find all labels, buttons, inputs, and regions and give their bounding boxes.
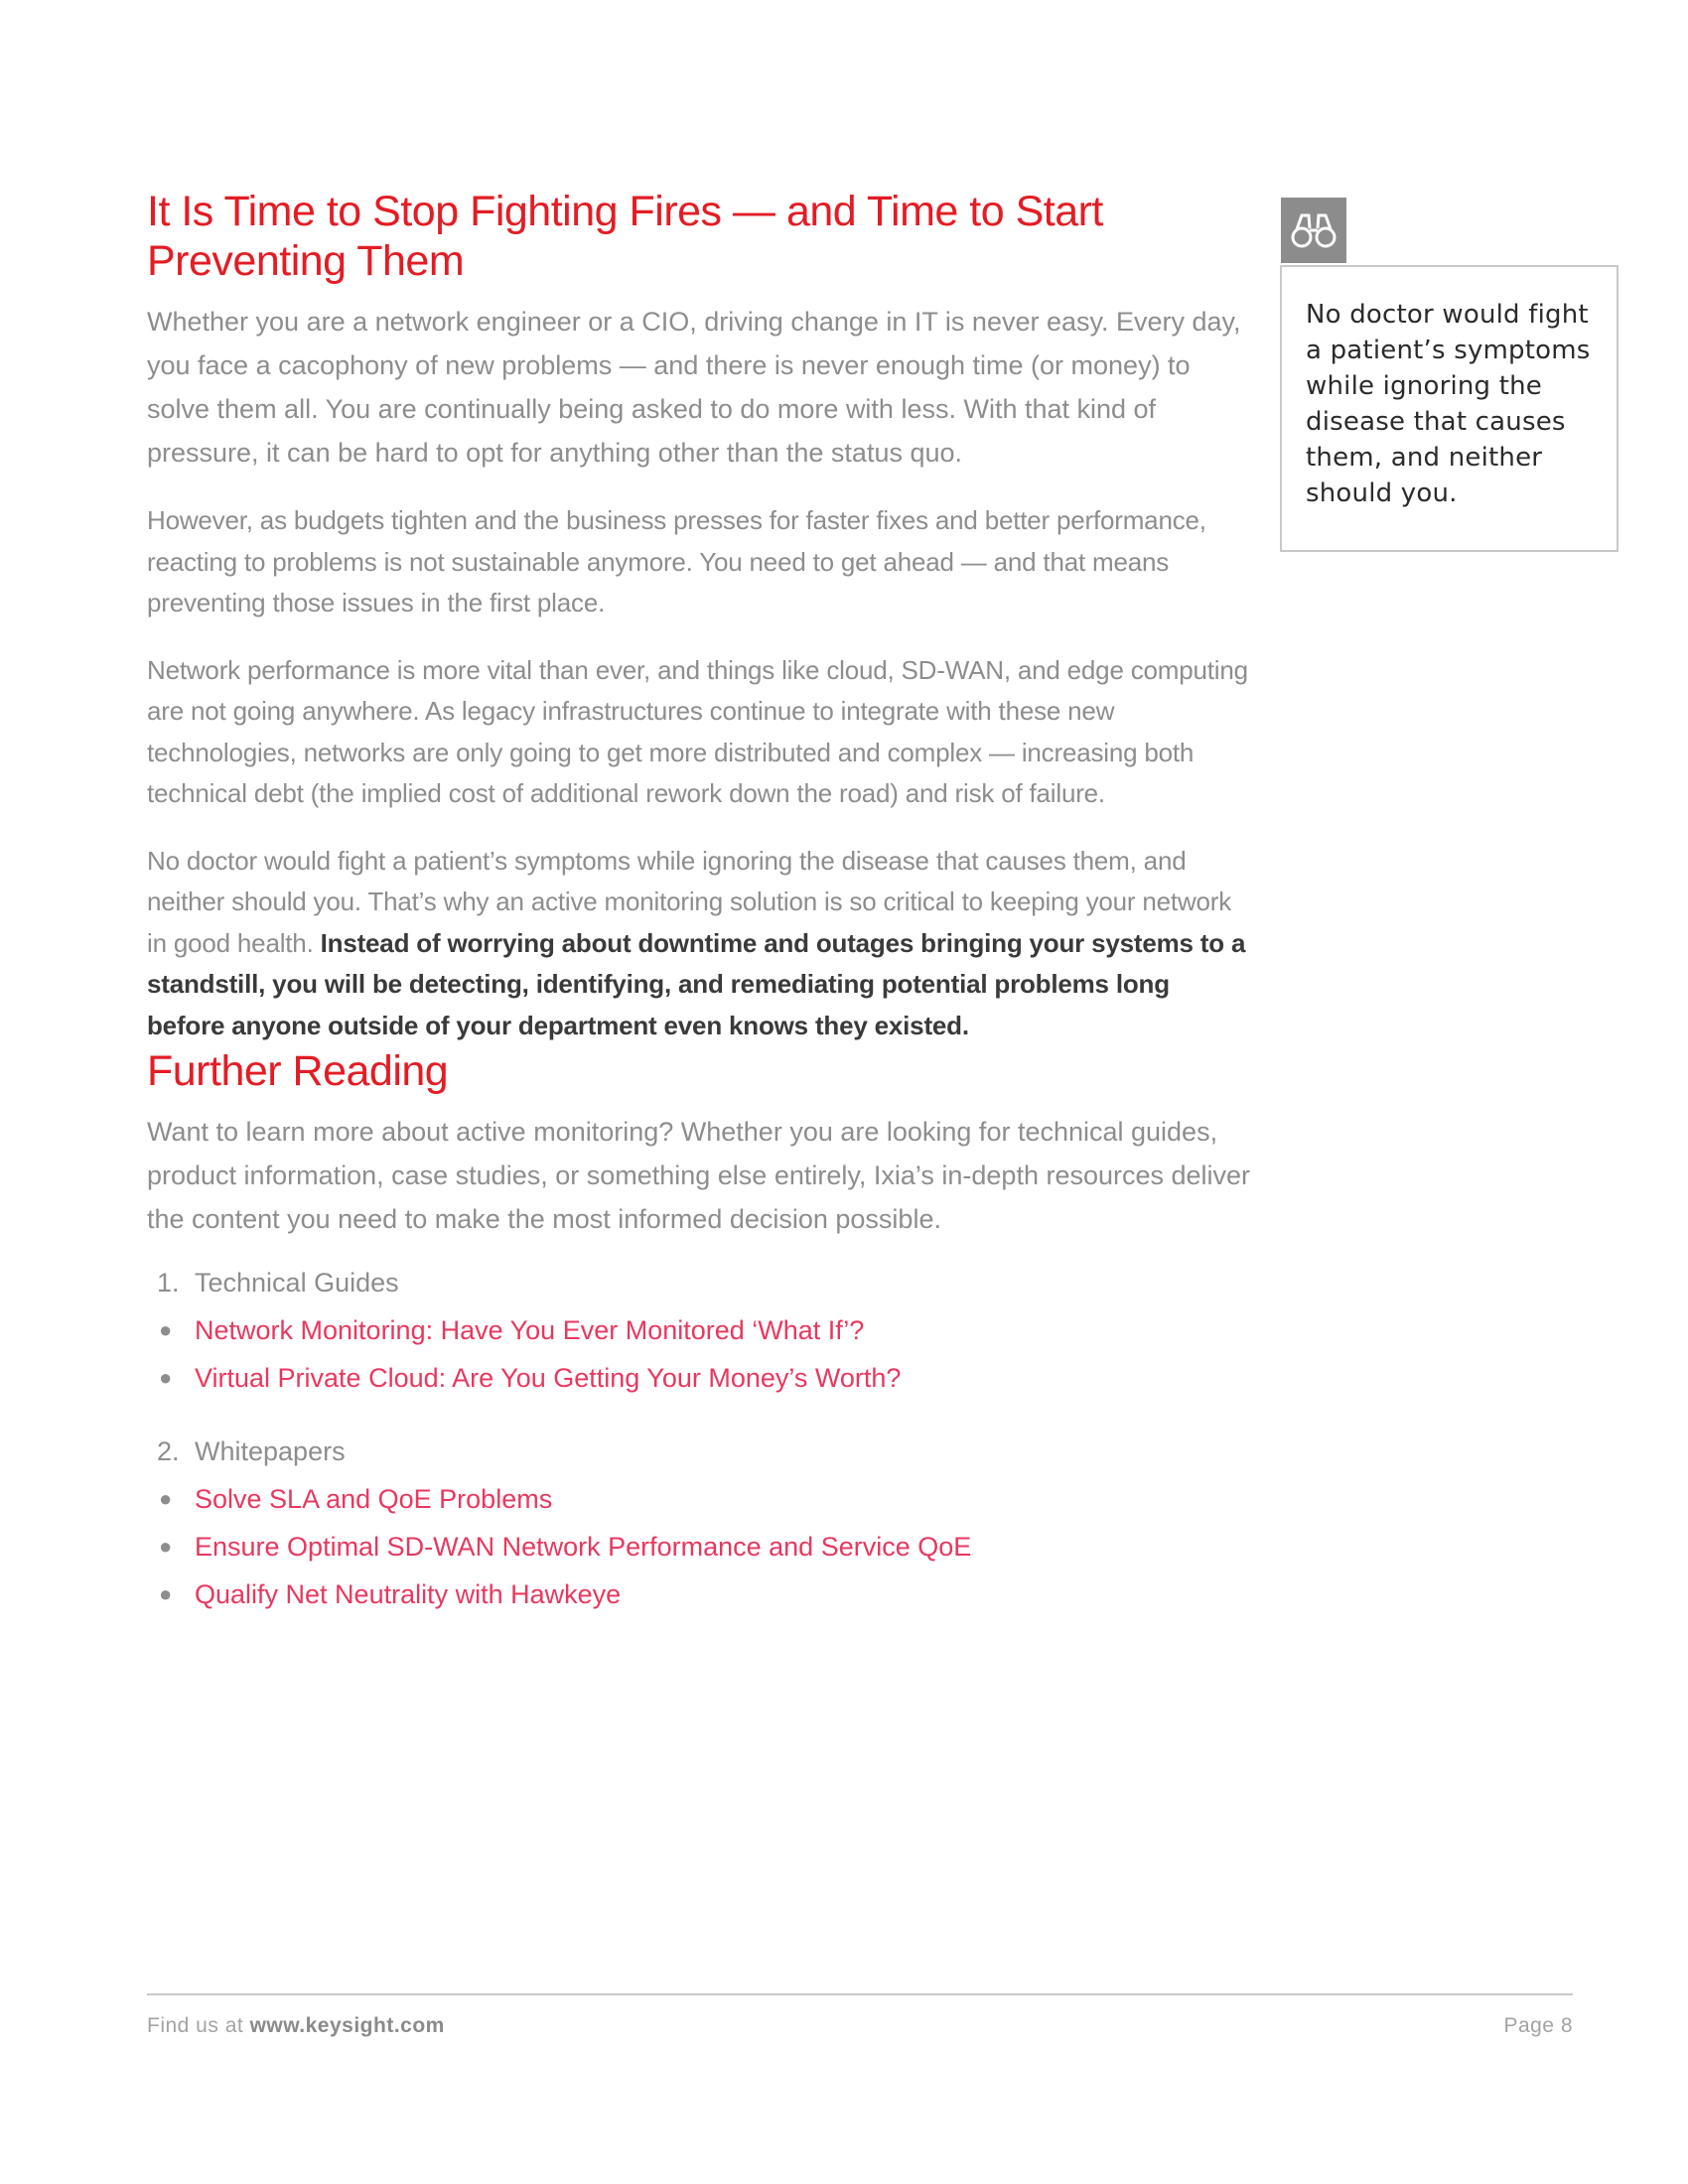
list-item [159, 1479, 1254, 1519]
main-content [147, 187, 1254, 1622]
bullet-icon: ● [159, 1486, 173, 1511]
intro-paragraph: Whether you are a network engineer or a CIO, driving change in IT is never easy. Every day, you face a cacophony of new problems — and there is never enough time (or money) to solve them all. You are continually being asked to do more with less. With that kind of pressure, it can be hard to opt for anything other than the status quo. [147, 307, 1241, 468]
group-label-whitepapers [157, 1432, 1254, 1471]
body-paragraph-budgets: However, as budgets tighten and the business presses for faster fixes and better performance, reacting to problems is not sustainable anymore. You need to get ahead — and that means preventing those issues in the first place. [147, 505, 1206, 617]
link-ensure-sd-wan[interactable]: Ensure Optimal SD-WAN Network Performance and Service QoE [195, 1532, 972, 1562]
group-number: 1. [157, 1268, 180, 1297]
list-item [159, 1358, 1254, 1398]
body-paragraph-doctor [147, 841, 1254, 1047]
footer-site-link[interactable]: www.keysight.com [249, 2014, 445, 2037]
list-item [159, 1310, 1254, 1350]
link-solve-sla-qoe[interactable]: Solve SLA and QoE Problems [195, 1484, 553, 1514]
footer-find-us [147, 2013, 445, 2039]
footer-divider [147, 1993, 1573, 1995]
doctor-text-bold: Instead of worrying about downtime and outages bringing your systems to a standstill, you will be detecting, identifying, and remediating potential problems long before anyone outside of your department even knows they existed. [147, 927, 1246, 1040]
section-title-further-reading: Further Reading [147, 1047, 449, 1095]
bullet-icon: ● [159, 1365, 173, 1390]
doctor-text-plain: No doctor would fight a patient’s symptoms while ignoring the disease that causes them, and neither should you. That’s why an active monitoring solution is so critical to keeping your network in good health. [147, 845, 1232, 958]
group-number: 2. [157, 1436, 180, 1466]
page-number: Page 8 [1503, 2014, 1573, 2037]
binoculars-icon [1281, 198, 1346, 263]
body-paragraph-network-performance: Network performance is more vital than ever, and things like cloud, SD-WAN, and edge computing are not going anywhere. As legacy infrastructures continue to integrate with these new technologies, networks are only going to get more distributed and complex — increasing both technical debt (the implied cost of additional rework down the road) and risk of failure. [147, 654, 1248, 808]
find-us-text: Find us at [147, 2014, 250, 2037]
group-label-technical-guides [157, 1263, 1254, 1302]
link-network-monitoring[interactable]: Network Monitoring: Have You Ever Monitored ‘What If’? [195, 1315, 865, 1345]
group-label-text: Technical Guides [195, 1268, 399, 1297]
bullet-icon: ● [159, 1317, 173, 1342]
callout-quote: No doctor would fight a patient’s symptoms while ignoring the disease that causes them, and neither should you. [1306, 300, 1591, 508]
further-reading-intro: Want to learn more about active monitoring? Whether you are looking for technical guides, product information, case studies, or something else entirely, Ixia’s in-depth resources deliver the content you need to make the most informed decision possible. [147, 1117, 1251, 1234]
link-net-neutrality[interactable]: Qualify Net Neutrality with Hawkeye [195, 1579, 622, 1609]
list-item [159, 1574, 1254, 1614]
reading-list [147, 1263, 1254, 1614]
list-item [159, 1527, 1254, 1567]
group-label-text: Whitepapers [195, 1436, 346, 1466]
sidebar-callout [1280, 265, 1618, 552]
link-virtual-private-cloud[interactable]: Virtual Private Cloud: Are You Getting Your Money’s Worth? [195, 1363, 902, 1393]
bullet-icon: ● [159, 1534, 173, 1559]
bullet-icon: ● [159, 1581, 173, 1606]
section-title-stop-fighting-fires: It Is Time to Stop Fighting Fires — and Time to Start Preventing Them [147, 188, 1103, 285]
